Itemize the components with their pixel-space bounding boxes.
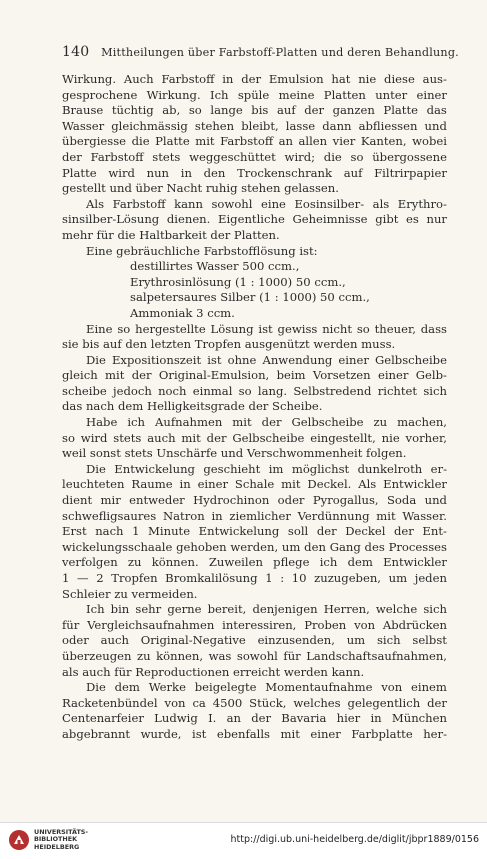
text-line: Schleier zu vermeiden. <box>62 586 198 601</box>
text-line: wickelungsschaale gehoben werden, um den Gang des Processes <box>62 539 447 554</box>
text-line: als auch für Reproductionen erreicht werden kann. <box>62 664 365 679</box>
text-line: mehr für die Haltbarkeit der Platten. <box>62 227 280 242</box>
text-line: Die Expositionszeit ist ohne Anwendung einer Gelbscheibe <box>86 352 447 367</box>
page-header <box>62 44 459 60</box>
text-line: gestellt und über Nacht ruhig stehen gelassen. <box>62 181 339 196</box>
library-logo-icon <box>8 829 30 851</box>
text-line: Wasser gleichmässig stehen bleibt, lasse dann abfliessen und <box>62 118 447 133</box>
text-line: leuchteten Raume in einer Schale mit Deckel. Als Entwickler <box>62 477 447 492</box>
text-line: Centenarfeier Ludwig I. an der Bavaria hier in München <box>62 711 447 726</box>
permalink-url[interactable]: http://digi.ub.uni-heidelberg.de/diglit/jbpr1889/0156 <box>230 834 479 845</box>
text-line: sie bis auf den letzten Tropfen ausgenützt werden muss. <box>62 337 396 352</box>
text-line: 1 — 2 Tropfen Bromkalilösung 1 : 10 zuzugeben, um jeden <box>62 571 447 585</box>
text-line: Ich bin sehr gerne bereit, denjenigen Herren, welche sich <box>86 602 447 617</box>
text-line: salpetersaures Silber (1 : 1000) 50 ccm., <box>130 290 370 305</box>
body-text <box>62 72 447 743</box>
text-line: Erst nach 1 Minute Entwickelung soll der Deckel der Ent- <box>62 524 447 539</box>
text-line: oder auch Original-Negative einzusenden, um sich selbst <box>62 633 447 648</box>
page-number: 140 <box>62 44 90 60</box>
text-line: sinsilber-Lösung dienen. Eigentliche Geheimnisse gibt es nur <box>62 212 447 227</box>
text-line: destillirtes Wasser 500 ccm., <box>130 259 300 274</box>
text-line: Racketenbündel von ca 4500 Stück, welches gelegentlich der <box>62 695 447 710</box>
text-line: so wird stets auch mit der Gelbscheibe eingestellt, nie vorher, <box>62 430 447 445</box>
text-line: gleich mit der Original-Emulsion, beim Vorsetzen einer Gelb- <box>62 368 447 383</box>
text-line: gesprochene Wirkung. Ich spüle meine Platten unter einer <box>62 87 447 102</box>
text-line: scheibe jedoch noch einmal so lang. Selbstredend richtet sich <box>62 383 447 398</box>
text-line: verfolgen zu können. Zuweilen pflege ich dem Entwickler <box>62 555 447 570</box>
text-line: Platte wird nun in den Trockenschrank auf Filtrirpapier <box>62 165 447 180</box>
text-line: der Farbstoff stets weggeschüttet wird; die so übergossene <box>62 149 447 164</box>
text-line: Eine gebräuchliche Farbstofflösung ist: <box>86 243 318 258</box>
running-title: Mittheilungen über Farbstoff-Platten und deren Behandlung. <box>101 46 459 59</box>
text-line: übergiesse die Platte mit Farbstoff an allen vier Kanten, wobei <box>62 134 447 149</box>
library-name: UNIVERSITÄTS- BIBLIOTHEK HEIDELBERG <box>34 828 89 851</box>
text-line: Die dem Werke beigelegte Momentaufnahme von einem <box>86 680 447 695</box>
text-line: Brause tüchtig ab, so lange bis auf der ganzen Platte das <box>62 103 447 118</box>
text-line: weil sonst stets Unschärfe und Verschwommenheit folgen. <box>62 446 407 461</box>
text-line: Ammoniak 3 ccm. <box>130 305 235 320</box>
text-line: Als Farbstoff kann sowohl eine Eosinsilber- als Erythro- <box>86 196 447 211</box>
text-line: dient mir entweder Hydrochinon oder Pyrogallus, Soda und <box>62 493 447 508</box>
text-line: schwefligsaures Natron in ziemlicher Verdünnung mit Wasser. <box>62 508 447 523</box>
text-line: für Vergleichsaufnahmen interessiren, Proben von Abdrücken <box>62 617 447 632</box>
text-line: Habe ich Aufnahmen mit der Gelbscheibe zu machen, <box>86 415 447 430</box>
text-line: überzeugen zu können, was sowohl für Landschaftsaufnahmen, <box>62 648 447 663</box>
text-line: das nach dem Helligkeitsgrade der Scheibe. <box>62 399 323 414</box>
text-line: Die Entwickelung geschieht im möglichst dunkelroth er- <box>86 461 447 476</box>
text-line: Erythrosinlösung (1 : 1000) 50 ccm., <box>130 274 346 289</box>
text-line: Eine so hergestellte Lösung ist gewiss nicht so theuer, dass <box>86 321 447 336</box>
text-line: abgebrannt wurde, ist ebenfalls mit einer Farbplatte her- <box>62 726 447 741</box>
footer-bar <box>0 822 487 859</box>
text-line: Wirkung. Auch Farbstoff in der Emulsion hat nie diese aus- <box>62 72 447 86</box>
